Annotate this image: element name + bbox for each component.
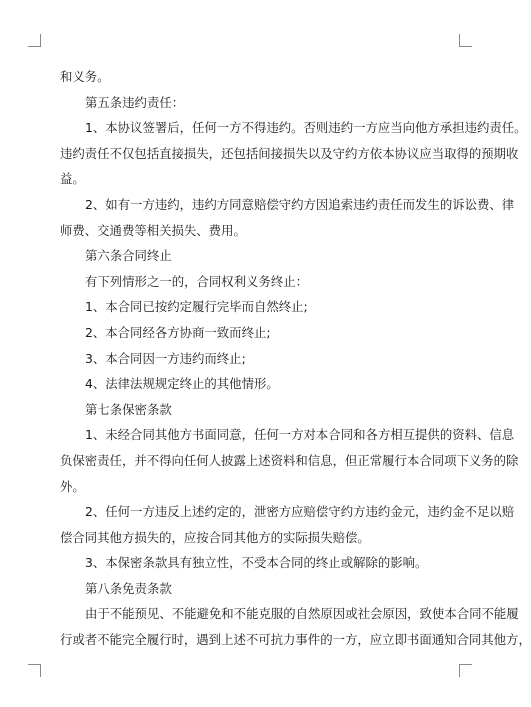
text-line: 第五条违约责任： <box>85 94 185 110</box>
text-line: 第八条免责条款 <box>85 580 172 596</box>
text-line: 有下列情形之一的，合同权利义务终止： <box>85 273 309 289</box>
text-line: 2、如有一方违约，违约方同意赔偿守约方因追索违约责任而发生的诉讼费、律 <box>85 196 515 212</box>
text-line: 4、法律法规规定终止的其他情形。 <box>85 376 279 392</box>
text-line: 第七条保密条款 <box>85 401 172 417</box>
document-body <box>60 64 531 653</box>
text-line: 1、本协议签署后，任何一方不得违约。否则违约一方应当向他方承担违约责任。 <box>85 120 527 136</box>
text-line: 3、本保密条款具有独立性，不受本合同的终止或解除的影响。 <box>85 555 428 571</box>
text-line: 和义务。 <box>60 69 110 84</box>
text-line: 行或者不能完全履行时，遇到上述不可抗力事件的一方，应立即书面通知合同其他方， <box>60 632 531 648</box>
text-line: 2、任何一方违反上述约定的，泄密方应赔偿守约方违约金元，违约金不足以赔 <box>85 504 515 520</box>
text-line: 1、未经合同其他方书面同意，任何一方对本合同和各方相互提供的资料、信息 <box>85 427 515 443</box>
text-line: 3、本合同因一方违约而终止; <box>85 350 246 366</box>
crop-mark-bottom-left <box>28 664 41 677</box>
text-line: 2、本合同经各方协商一致而终止; <box>85 324 271 340</box>
text-line: 1、本合同已按约定履行完毕而自然终止; <box>85 299 308 315</box>
text-line: 第六条合同终止 <box>85 248 172 264</box>
text-line: 外。 <box>60 478 85 494</box>
text-line: 益。 <box>60 171 85 187</box>
text-line: 师费、交通费等相关损失、费用。 <box>60 222 246 238</box>
text-line: 负保密责任，并不得向任何人披露上述资料和信息，但正常履行本合同项下义务的除 <box>60 452 519 468</box>
text-line: 偿合同其他方损失的，应按合同其他方的实际损失赔偿。 <box>60 529 370 545</box>
crop-mark-top-right <box>459 34 472 47</box>
crop-mark-bottom-right <box>459 664 472 677</box>
crop-mark-top-left <box>28 34 41 47</box>
text-line: 违约责任不仅包括直接损失，还包括间接损失以及守约方依本协议应当取得的预期收 <box>60 145 519 161</box>
text-line: 由于不能预见、不能避免和不能克服的自然原因或社会原因，致使本合同不能履 <box>85 606 519 622</box>
